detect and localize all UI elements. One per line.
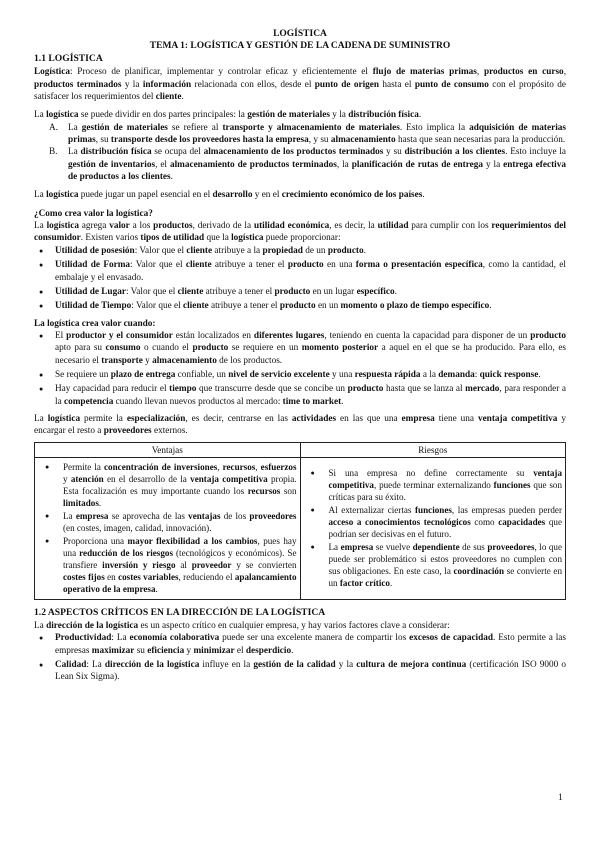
- bold-text: crecimiento económico de los países: [281, 190, 423, 201]
- text-run: , teniendo en cuenta la capacidad para disponer de un: [324, 330, 531, 341]
- bold-text: información: [142, 79, 192, 90]
- bold-text: logística: [46, 110, 79, 121]
- bold-text: recursos: [247, 485, 281, 496]
- bold-text: cliente: [185, 260, 212, 271]
- bold-text: maximizar: [91, 645, 135, 656]
- text-run: .: [489, 301, 492, 312]
- bold-text: mercado: [465, 384, 500, 395]
- bold-text: diferentes lugares: [253, 330, 325, 341]
- text-run: : Valor que el: [134, 245, 187, 256]
- bold-text: capacidades: [498, 516, 546, 527]
- text-run: : Valor que el: [131, 301, 183, 312]
- text-run: .: [538, 369, 541, 380]
- bold-text: distribución física: [348, 110, 419, 121]
- text-run: atribuye a tener el: [211, 260, 288, 271]
- bold-text: competencia: [64, 396, 114, 407]
- text-run: .: [170, 172, 173, 183]
- text-run: , derivado de la: [192, 221, 254, 232]
- text-run: se requiere en un: [228, 343, 302, 354]
- advantages-cell: [35, 457, 301, 599]
- text-run: La: [34, 190, 47, 201]
- bold-text: concentración de inversiones: [104, 461, 218, 472]
- bold-text: economía colaborativa: [129, 633, 220, 644]
- bold-text: forma o presentación específica: [355, 260, 483, 271]
- text-run: su: [134, 645, 148, 656]
- text-run: y su: [383, 147, 405, 158]
- bold-text: dirección de la logística: [104, 660, 200, 670]
- text-run: atribuye a tener el: [208, 301, 280, 312]
- logistics-definition: [34, 66, 566, 103]
- text-run: La: [34, 221, 47, 232]
- text-run: , las empresas pueden perder: [451, 504, 562, 515]
- text-run: : Valor que el: [125, 286, 178, 297]
- bold-text: producto: [192, 343, 229, 354]
- text-run: , lo que puede ser problemático si estos proveedores no cumplen con sus obligaciones. En este caso, la: [328, 541, 563, 576]
- bold-text: ventaja competitiva: [477, 413, 558, 424]
- text-run: hasta que se lanza al: [383, 384, 466, 395]
- bold-text: empresa: [75, 510, 109, 521]
- bold-text: logística: [46, 221, 79, 232]
- bold-text: desarrollo: [212, 190, 253, 201]
- bold-text: cultura de mejora continua: [356, 660, 467, 670]
- list-item: [38, 510, 297, 534]
- text-run: y la: [329, 110, 349, 121]
- bold-text: empresa: [340, 541, 374, 552]
- text-run: La: [68, 147, 81, 158]
- bold-text: almacenamiento de productos terminados: [169, 159, 337, 170]
- bold-text: cliente: [177, 286, 204, 297]
- text-run: . Esto implica la: [399, 122, 470, 133]
- text-run: .: [363, 245, 366, 256]
- bold-text: momento posterior: [301, 343, 379, 354]
- bold-text: proveedores: [103, 426, 152, 437]
- text-run: propia. Esta focalización es muy importante cuando los: [63, 473, 297, 496]
- bold-text: coordinación: [453, 565, 505, 576]
- list-item-text: [68, 123, 566, 145]
- text-run: .: [181, 92, 184, 103]
- bold-text: utilidad económica: [253, 221, 330, 232]
- text-run: confiable, un: [175, 369, 229, 380]
- bold-text: distribución física: [80, 147, 152, 158]
- text-run: están localizados en: [172, 330, 254, 341]
- bold-text: propiedad: [262, 245, 303, 256]
- logistics-parts-intro: [34, 109, 566, 121]
- list-item: [34, 259, 566, 284]
- text-run: hasta que sean necesarias para la producción.: [395, 135, 566, 146]
- bold-text: almacenamiento: [152, 355, 217, 366]
- bold-text: reducción de los riesgos: [79, 547, 173, 558]
- value-intro: [34, 220, 566, 245]
- list-item: [34, 632, 566, 657]
- list-item: [34, 330, 566, 367]
- text-run: , para responder a la: [55, 384, 566, 407]
- text-run: se vuelve: [373, 541, 413, 552]
- text-run: se aprovecha de las: [108, 510, 189, 521]
- creates-value-heading: La logística crea valor cuando:: [34, 318, 156, 329]
- text-run: para cumplir con los: [408, 221, 492, 232]
- specialization-paragraph: [34, 413, 566, 438]
- list-item: [34, 245, 566, 257]
- bold-text: especialización: [126, 413, 186, 424]
- text-run: y: [184, 645, 194, 656]
- text-run: .: [422, 190, 425, 201]
- list-item: [304, 504, 563, 540]
- text-run: y encargar el resto a: [34, 413, 566, 437]
- text-run: , reduciendo el: [178, 571, 235, 582]
- list-item: [304, 541, 563, 589]
- bold-text: producto: [274, 286, 311, 297]
- bold-text: momento o plazo de tiempo específico: [340, 301, 490, 312]
- bold-text: punto de origen: [314, 79, 380, 90]
- bold-text: proveedores: [249, 510, 297, 521]
- text-run: .: [418, 110, 422, 121]
- utility-types-list: [34, 245, 566, 313]
- text-run: , como la cantidad, el embalaje y el envasado.: [55, 260, 566, 283]
- text-run: El: [55, 330, 67, 341]
- text-run: se convierte en un: [328, 565, 562, 588]
- bold-text: planificación de rutas de entrega: [351, 159, 484, 170]
- text-run: : Valor que el: [130, 260, 186, 271]
- bold-text: producto: [530, 330, 567, 341]
- text-run: que la: [204, 233, 232, 244]
- bold-text: adquisición de materias primas: [68, 122, 566, 146]
- text-run: a aquel en el que se ha producido. Para ello, es necesario el: [55, 343, 567, 366]
- list-item: [34, 146, 566, 183]
- text-run: La: [34, 620, 47, 631]
- bold-text: valor: [109, 221, 130, 232]
- text-run: Si una empresa no define correctamente su: [328, 467, 534, 478]
- text-run: Se requiere un: [55, 369, 111, 380]
- table-header-advantages: Ventajas: [35, 442, 301, 457]
- critical-aspects-list: [34, 632, 566, 683]
- bold-text: inversión y riesgo: [102, 559, 176, 570]
- bold-text: distribución a los clientes: [404, 147, 506, 158]
- text-run: y se convierten: [231, 559, 297, 570]
- text-run: cuando llevan nuevos productos al mercado:: [113, 396, 283, 407]
- bold-text: quick response: [479, 369, 539, 380]
- bold-text: logística: [231, 233, 264, 244]
- text-run: , la: [336, 159, 352, 170]
- bold-text: empresa: [401, 413, 435, 424]
- bold-text: logística: [47, 413, 81, 424]
- text-run: hasta el: [379, 79, 415, 90]
- bold-text: proveedor: [191, 559, 232, 570]
- text-run: puede proporcionar:: [263, 233, 341, 244]
- text-run: y: [63, 473, 71, 484]
- bold-text: producto: [327, 245, 364, 256]
- text-run: ,: [563, 67, 566, 78]
- document-title: LOGÍSTICA: [273, 29, 327, 39]
- text-run: es un aspecto crítico en cualquier empresa, y hay varios factores clave a considerar:: [138, 620, 450, 631]
- bold-text: actividades: [291, 413, 337, 424]
- text-run: o cuando el: [140, 343, 193, 354]
- list-item: [34, 300, 566, 312]
- text-run: puede jugar un papel esencial en el: [78, 190, 213, 201]
- bold-text: Utilidad de posesión: [55, 245, 135, 256]
- bold-text: almacenamiento: [330, 135, 396, 146]
- bold-text: gestión de la calidad: [253, 660, 336, 670]
- text-run: La: [63, 510, 76, 521]
- bold-text: logística: [46, 190, 79, 201]
- bold-text: tiempo: [169, 384, 197, 395]
- text-run: La: [68, 122, 82, 133]
- text-run: se refiere al: [167, 122, 223, 133]
- text-run: con el propósito de satisfacer los requerimientos del: [34, 79, 566, 103]
- value-question-heading: ¿Como crea valor la logística?: [34, 208, 153, 219]
- text-run: Al externalizar ciertas: [328, 504, 416, 515]
- text-run: . Esto permite a las empresas: [55, 633, 567, 656]
- list-marker: B.: [49, 147, 58, 158]
- list-item: [38, 461, 297, 509]
- advantages-risks-table: [34, 442, 566, 600]
- list-item-text: [68, 147, 566, 182]
- text-run: , puede terminar externalizando: [373, 479, 494, 490]
- text-run: , es decir, centrarse en las: [185, 413, 292, 424]
- bold-text: recursos: [222, 461, 256, 472]
- text-run: de un: [302, 245, 328, 256]
- text-run: (en costes, imagen, calidad, innovación).: [63, 522, 212, 533]
- text-run: , el: [155, 159, 170, 170]
- text-run: .: [394, 286, 397, 297]
- text-run: a la: [420, 369, 439, 380]
- creates-value-list: [34, 330, 566, 408]
- bold-text: funciones: [493, 479, 531, 490]
- table-header-risks: Riesgos: [300, 442, 566, 457]
- list-item: [304, 467, 563, 503]
- text-run: ,: [476, 67, 484, 78]
- text-run: que podrían ser decisivas en el futuro.: [328, 516, 562, 539]
- bold-text: apalancamiento operativo de la empresa: [63, 571, 297, 594]
- text-run: atribuye a la: [212, 245, 263, 256]
- text-run: permite la: [80, 413, 127, 424]
- bold-text: utilidad: [377, 221, 409, 232]
- text-run: a los: [129, 221, 154, 232]
- bold-text: específico: [356, 286, 395, 297]
- text-run: (tecnológicos y económicos). Se transfiere: [63, 547, 297, 570]
- bold-text: time to market: [282, 396, 342, 407]
- bold-text: almacenamiento de los productos terminados: [203, 147, 384, 158]
- bold-text: entrega efectiva de productos a los clientes: [68, 159, 566, 183]
- bold-text: eficiencia: [147, 645, 185, 656]
- text-run: agrega: [78, 221, 110, 232]
- bold-text: Logística: [34, 67, 70, 78]
- text-run: y la: [483, 159, 504, 170]
- text-run: el: [234, 645, 246, 656]
- text-run: : La: [111, 633, 130, 644]
- risks-cell: [300, 457, 566, 599]
- bold-text: transporte desde los proveedores hasta la empresa: [110, 135, 309, 146]
- text-run: , su: [95, 135, 111, 146]
- bold-text: Utilidad de Forma: [55, 260, 131, 271]
- bold-text: transporte y almacenamiento de materiales: [222, 122, 400, 133]
- text-run: de sus: [459, 541, 488, 552]
- bold-text: excesos de capacidad: [409, 633, 494, 644]
- bold-text: producto: [287, 260, 324, 271]
- bold-text: gestión de inventarios: [68, 159, 156, 170]
- bold-text: costes variables: [118, 571, 179, 582]
- text-run: Hay capacidad para reducir el: [55, 384, 170, 395]
- text-run: que transcurre desde que se concibe un: [196, 384, 348, 395]
- bold-text: productos en curso: [483, 67, 564, 78]
- list-item: [34, 659, 566, 684]
- bold-text: ventajas: [188, 510, 221, 521]
- bold-text: dependiente: [412, 541, 460, 552]
- text-run: en un: [315, 301, 341, 312]
- text-run: , es decir, la: [329, 221, 378, 232]
- text-run: ,: [217, 461, 223, 472]
- bold-text: Utilidad de Lugar: [55, 286, 126, 297]
- text-run: .: [98, 497, 102, 508]
- text-run: se puede dividir en dos partes principales: la: [78, 110, 248, 121]
- text-run: relacionada con ellos, desde el: [191, 79, 315, 90]
- text-run: que son críticas para su éxito.: [328, 479, 562, 502]
- bold-text: producto: [347, 384, 384, 395]
- bold-text: esfuerzos: [260, 461, 297, 472]
- logistics-role: [34, 189, 566, 201]
- text-run: en: [104, 571, 119, 582]
- bold-text: funciones: [415, 504, 452, 515]
- text-run: influye en la: [199, 660, 254, 670]
- text-run: : La: [86, 660, 105, 670]
- text-run: en el desarrollo de la: [103, 473, 191, 484]
- text-run: de los productos.: [216, 355, 283, 366]
- bold-text: Calidad: [55, 660, 87, 670]
- text-run: (certificación ISO 9000 o Lean Six Sigma).: [55, 660, 566, 683]
- text-run: . Existen varios: [80, 233, 141, 244]
- list-item: [34, 286, 566, 298]
- section-heading-1-2: 1.2 ASPECTOS CRÍTICOS EN LA DIRECCIÓN DE LA LOGÍSTICA: [34, 606, 326, 618]
- text-run: , pues hay una: [63, 535, 297, 558]
- list-item: [34, 122, 566, 147]
- bold-text: respuesta rápida: [354, 369, 421, 380]
- bold-text: atención: [70, 473, 104, 484]
- text-run: y en el: [252, 190, 282, 201]
- bold-text: tipos de utilidad: [140, 233, 205, 244]
- bold-text: requerimientos del consumidor: [34, 221, 566, 244]
- bold-text: nivel de servicio excelente: [228, 369, 330, 380]
- bold-text: productos terminados: [34, 79, 122, 90]
- bold-text: proveedores: [487, 541, 535, 552]
- bold-text: acceso a conocimientos tecnológicos: [328, 516, 471, 527]
- bold-text: cliente: [155, 92, 182, 103]
- page-content: [34, 29, 566, 686]
- bold-text: ventaja competitiva: [190, 473, 268, 484]
- page-number: 1: [558, 793, 563, 803]
- bold-text: Utilidad de Tiempo: [55, 301, 132, 312]
- text-run: como: [470, 516, 499, 527]
- list-item: [38, 535, 297, 595]
- text-run: externos.: [151, 426, 188, 437]
- text-run: puede ser una excelente manera de compartir los: [219, 633, 410, 644]
- bold-text: producto: [279, 301, 316, 312]
- bold-text: desperdicio: [245, 645, 292, 656]
- text-run: .: [389, 577, 393, 588]
- text-run: tiene una: [434, 413, 478, 424]
- text-run: : Proceso de planificar, implementar y controlar eficaz y eficientemente el: [69, 67, 373, 78]
- section-heading-1-1: 1.1 LOGÍSTICA: [34, 53, 103, 64]
- bold-text: gestión de materiales: [81, 122, 168, 133]
- bold-text: dirección de la logística: [46, 620, 139, 631]
- bold-text: flujo de materias primas: [372, 67, 477, 78]
- text-run: La: [34, 413, 48, 424]
- text-run: en un lugar: [310, 286, 357, 297]
- bold-text: plazo de entrega: [110, 369, 176, 380]
- text-run: La: [328, 541, 341, 552]
- bold-text: demanda: [438, 369, 475, 380]
- bold-text: consumo: [105, 343, 141, 354]
- direction-intro: [34, 620, 566, 632]
- bold-text: factor crítico: [339, 577, 390, 588]
- bold-text: limitados: [63, 497, 99, 508]
- text-run: en las que una: [336, 413, 402, 424]
- bold-text: transporte: [101, 355, 143, 366]
- bold-text: minimizar: [193, 645, 235, 656]
- document-subtitle: TEMA 1: LOGÍSTICA Y GESTIÓN DE LA CADENA DE SUMINISTRO: [149, 40, 451, 51]
- text-run: :: [474, 369, 480, 380]
- logistics-parts-list: [34, 122, 566, 184]
- bold-text: ventaja competitiva: [328, 467, 562, 490]
- bold-text: productos: [153, 221, 193, 232]
- text-run: y la: [121, 79, 143, 90]
- bold-text: cliente: [182, 301, 209, 312]
- text-run: atribuye a tener el: [203, 286, 275, 297]
- bold-text: productor y el consumidor: [66, 330, 173, 341]
- text-run: de los: [220, 510, 250, 521]
- text-run: Proporciona una: [63, 535, 128, 546]
- bold-text: cliente: [186, 245, 213, 256]
- text-run: y la: [335, 660, 357, 670]
- list-item: [34, 369, 566, 381]
- bold-text: costes fijos: [63, 571, 105, 582]
- text-run: y una: [329, 369, 355, 380]
- text-run: .: [291, 645, 294, 656]
- text-run: ,: [255, 461, 261, 472]
- text-run: Permite la: [63, 461, 105, 472]
- text-run: . Esto incluye la: [505, 147, 566, 158]
- text-run: .: [155, 583, 158, 594]
- bold-text: gestión de materiales: [247, 110, 330, 121]
- list-item: [34, 383, 566, 408]
- text-run: son: [280, 485, 297, 496]
- bold-text: Productividad: [55, 633, 112, 644]
- text-run: se ocupa del: [151, 147, 204, 158]
- text-run: , y su: [308, 135, 331, 146]
- text-run: al: [175, 559, 192, 570]
- text-run: .: [341, 396, 344, 407]
- bold-text: mayor flexibilidad a los cambios: [127, 535, 258, 546]
- text-run: La: [34, 110, 47, 121]
- text-run: apto para su: [55, 343, 106, 354]
- list-marker: A.: [49, 122, 58, 133]
- text-run: en una: [323, 260, 356, 271]
- text-run: y: [142, 355, 153, 366]
- bold-text: punto de consumo: [414, 79, 489, 90]
